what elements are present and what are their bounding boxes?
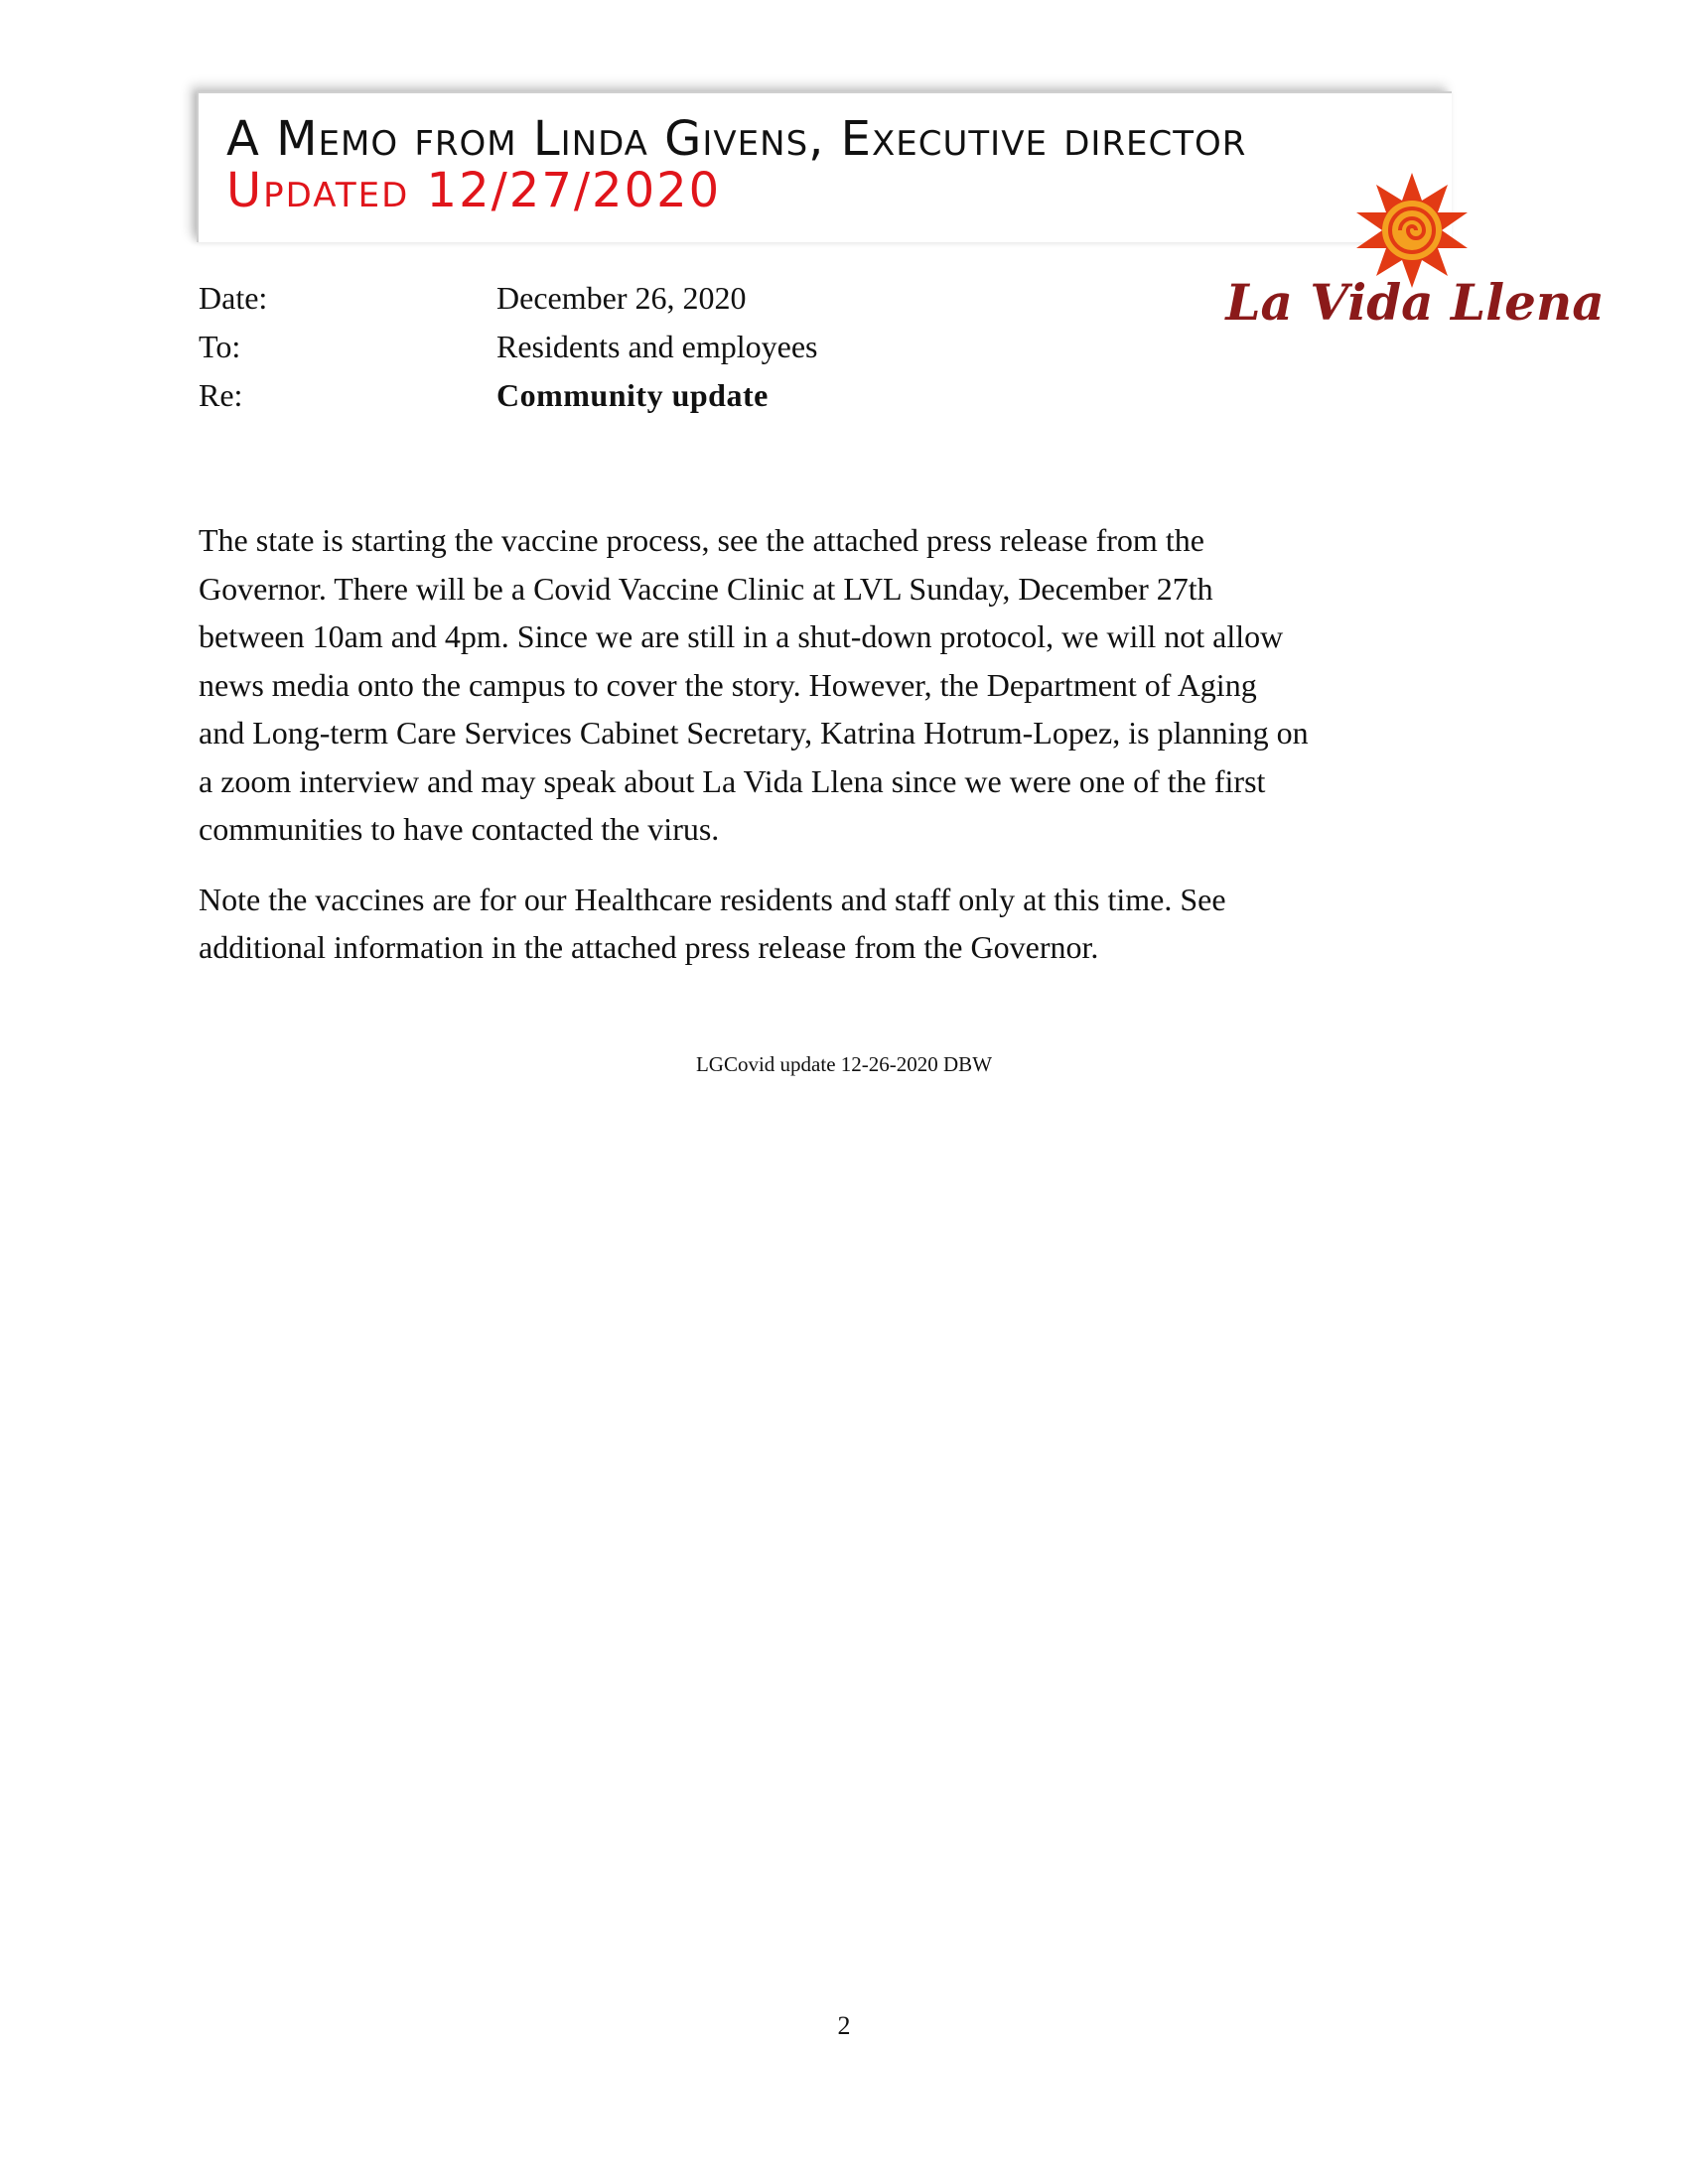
updated-date: Updated 12/27/2020 <box>226 163 722 218</box>
body-line: additional information in the attached press release from the Governor. <box>199 929 1099 965</box>
memo-body <box>199 516 1489 994</box>
date-label: Date: <box>199 280 268 316</box>
re-label: Re: <box>199 377 243 413</box>
document-footer-note: LGCovid update 12-26-2020 DBW <box>695 1052 993 1076</box>
body-line: The state is starting the vaccine process, see the attached press release from the <box>199 522 1204 558</box>
paragraph-2 <box>199 876 1489 972</box>
body-line: news media onto the campus to cover the story. However, the Department of Aging <box>199 666 1257 703</box>
date-value: December 26, 2020 <box>496 280 747 316</box>
to-row <box>199 323 817 371</box>
re-value: Community update <box>496 377 769 413</box>
body-line: between 10am and 4pm. Since we are still in a shut-down protocol, we will not allow <box>199 618 1284 654</box>
paragraph-1 <box>199 516 1489 854</box>
body-line: Note the vaccines are for our Healthcare residents and staff only at this time. See <box>199 881 1226 917</box>
logo-text: La Vida Llena <box>1225 273 1605 332</box>
body-line: Governor. There will be a Covid Vaccine Clinic at LVL Sunday, December 27th <box>199 570 1213 607</box>
la-vida-llena-logo <box>1225 171 1605 340</box>
body-line: communities to have contacted the virus. <box>199 811 720 847</box>
to-value: Residents and employees <box>496 329 818 364</box>
page-number: 2 <box>837 2011 851 2040</box>
memo-title: A Memo from Linda Givens, Executive director <box>226 111 1247 167</box>
memo-meta <box>199 274 817 420</box>
re-row <box>199 371 817 420</box>
sun-icon <box>1356 173 1468 288</box>
body-line: and Long-term Care Services Cabinet Secretary, Katrina Hotrum-Lopez, is planning on <box>199 715 1309 751</box>
body-line: a zoom interview and may speak about La Vida Llena since we were one of the first <box>199 762 1266 799</box>
to-label: To: <box>199 329 241 364</box>
date-row <box>199 274 817 323</box>
memo-header <box>197 91 1452 242</box>
